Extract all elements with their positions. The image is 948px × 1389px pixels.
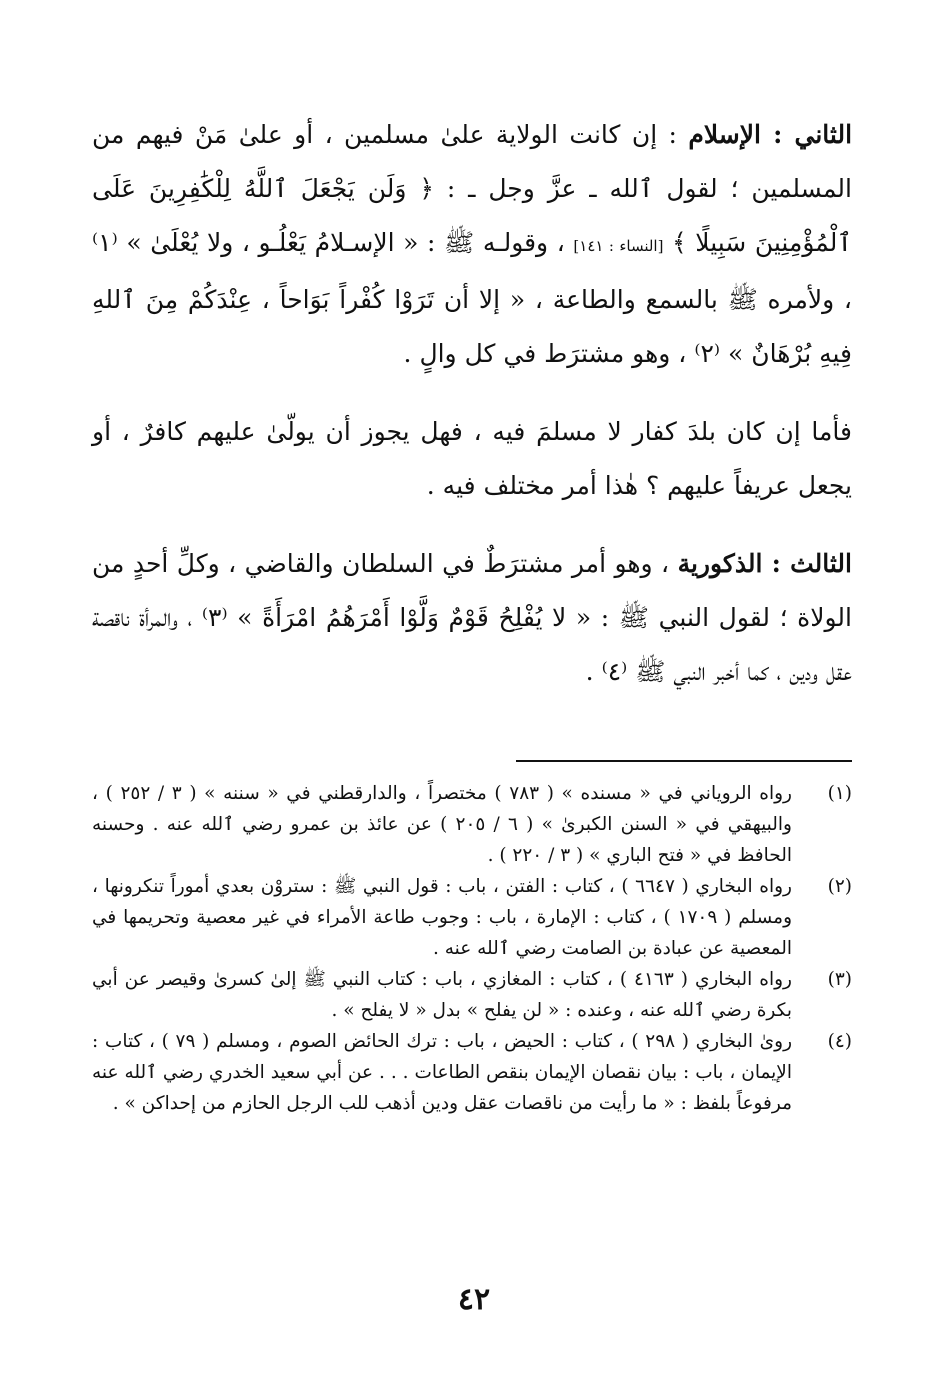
footnote [92,1026,852,1119]
footnote-divider [516,760,852,762]
paragraph-islam [92,108,852,381]
footnotes [92,778,852,1119]
footnote-number: (١) [827,783,852,804]
page-number: ٤٢ [457,1282,491,1317]
quran-reference: [النساء : ١٤١] [573,237,664,255]
footnote-number: (٣) [827,969,852,990]
footnote-number: (٢) [827,876,852,897]
main-text [92,108,852,699]
footnote-number: (٤) [827,1031,852,1052]
footnote-text: رواه البخاري ( ٦٦٤٧ ) ، كتاب : الفتن ، باب : قول النبي ﷺ : ستروْن بعدي أموراً تنكرونها ، ومسلم ( ١٧٠٩ ) ، كتاب : الإمارة ، باب : وجوب طاعة الأمراء في غير معصية وتحريمها في المعصية عن عبادة بن الصامت رضي ٱلله عنه . [92,876,793,959]
heading-masculinity: الثالث : الذكورية [677,549,852,578]
footnote-text: روىٰ البخاري ( ٢٩٨ ) ، كتاب : الحيض ، باب : ترك الحائض الصوم ، ومسلم ( ٧٩ ) ، كتاب : الإيمان ، باب : بيان نقصان الإيمان بنقص الطاعات . . . عن أبي سعيد الخدري رضي ٱلله عنه مرفوعاً بلفظ : « ما رأيت من ناقصات عقل ودين أذهب للب الرجل الحازم من إحداكن » . [92,1031,793,1114]
paragraph-text: فأما إن كان بلدَ كفار لا مسلمَ فيه ، فهل يجوز أن يولّىٰ عليهم كافرٌ ، أو يجعل عريفاً عليهم ؟ هٰذا أمر مختلف فيه . [92,417,852,500]
paragraph-text: : إن كانت الولاية علىٰ مسلمين ، أو علىٰ مَنْ فيهم من المسلمين ؛ لقول ٱلله ـ عزَّ وجل ـ : ﴿ وَلَن يَجْعَلَ ٱللَّهُ لِلْكَٰفِرِينَ عَلَى ٱلْمُؤْمِنِينَ سَبِيلًا ﴾ [92,120,852,257]
footnote [92,964,852,1026]
paragraph-text-continued: ، وقولـه ﷺ : « الإسـلامُ يَعْلُـو ، ولا يُعْلَىٰ » ⁽١⁾ ، ولأمره ﷺ بالسمع والطاعة ، « إلا أن تَرَوْا كُفْراً بَوَاحاً ، عِنْدَكُمْ مِنَ ٱللهِ فِيهِ بُرْهَانٌ » ⁽٢⁾ ، وهو مشترَط في كل والٍ . [92,228,852,368]
footnote [92,871,852,964]
paragraph-text: ، وهو أمر مشترَطٌ في السلطان والقاضي ، وكلِّ أحدٍ من الولاة ؛ لقول النبي ﷺ : « لا يُفْلِحُ قَوْمٌ وَلَّوْا أَمْرَهُمُ امْرَأَةً » ⁽٣⁾ ، والمرأة ناقصة عقل ودين ، كما أخبر النبي ﷺ ⁽٤⁾ . [92,549,852,686]
footnote-text: رواه الروياني في « مسنده » ( ٧٨٣ ) مختصراً ، والدارقطني في « سننه » ( ٣ / ٢٥٢ ) ، والبيهقي في « السنن الكبرىٰ » ( ٦ / ٢٠٥ ) عن عائذ بن عمرو رضي ٱلله عنه . وحسنه الحافظ في « فتح الباري » ( ٣ / ٢٢٠ ) . [92,783,792,866]
footnote-text: رواه البخاري ( ٤١٦٣ ) ، كتاب : المغازي ، باب : كتاب النبي ﷺ إلىٰ كسرىٰ وقيصر عن أبي بكرة رضي ٱلله عنه ، وعنده : « لن يفلح » بدل « لا يفلح » . [92,969,792,1021]
paragraph-masculinity [92,537,852,699]
footnote [92,778,852,871]
paragraph-non-muslim-land [92,405,852,513]
heading-islam: الثاني : الإسلام [688,120,853,149]
